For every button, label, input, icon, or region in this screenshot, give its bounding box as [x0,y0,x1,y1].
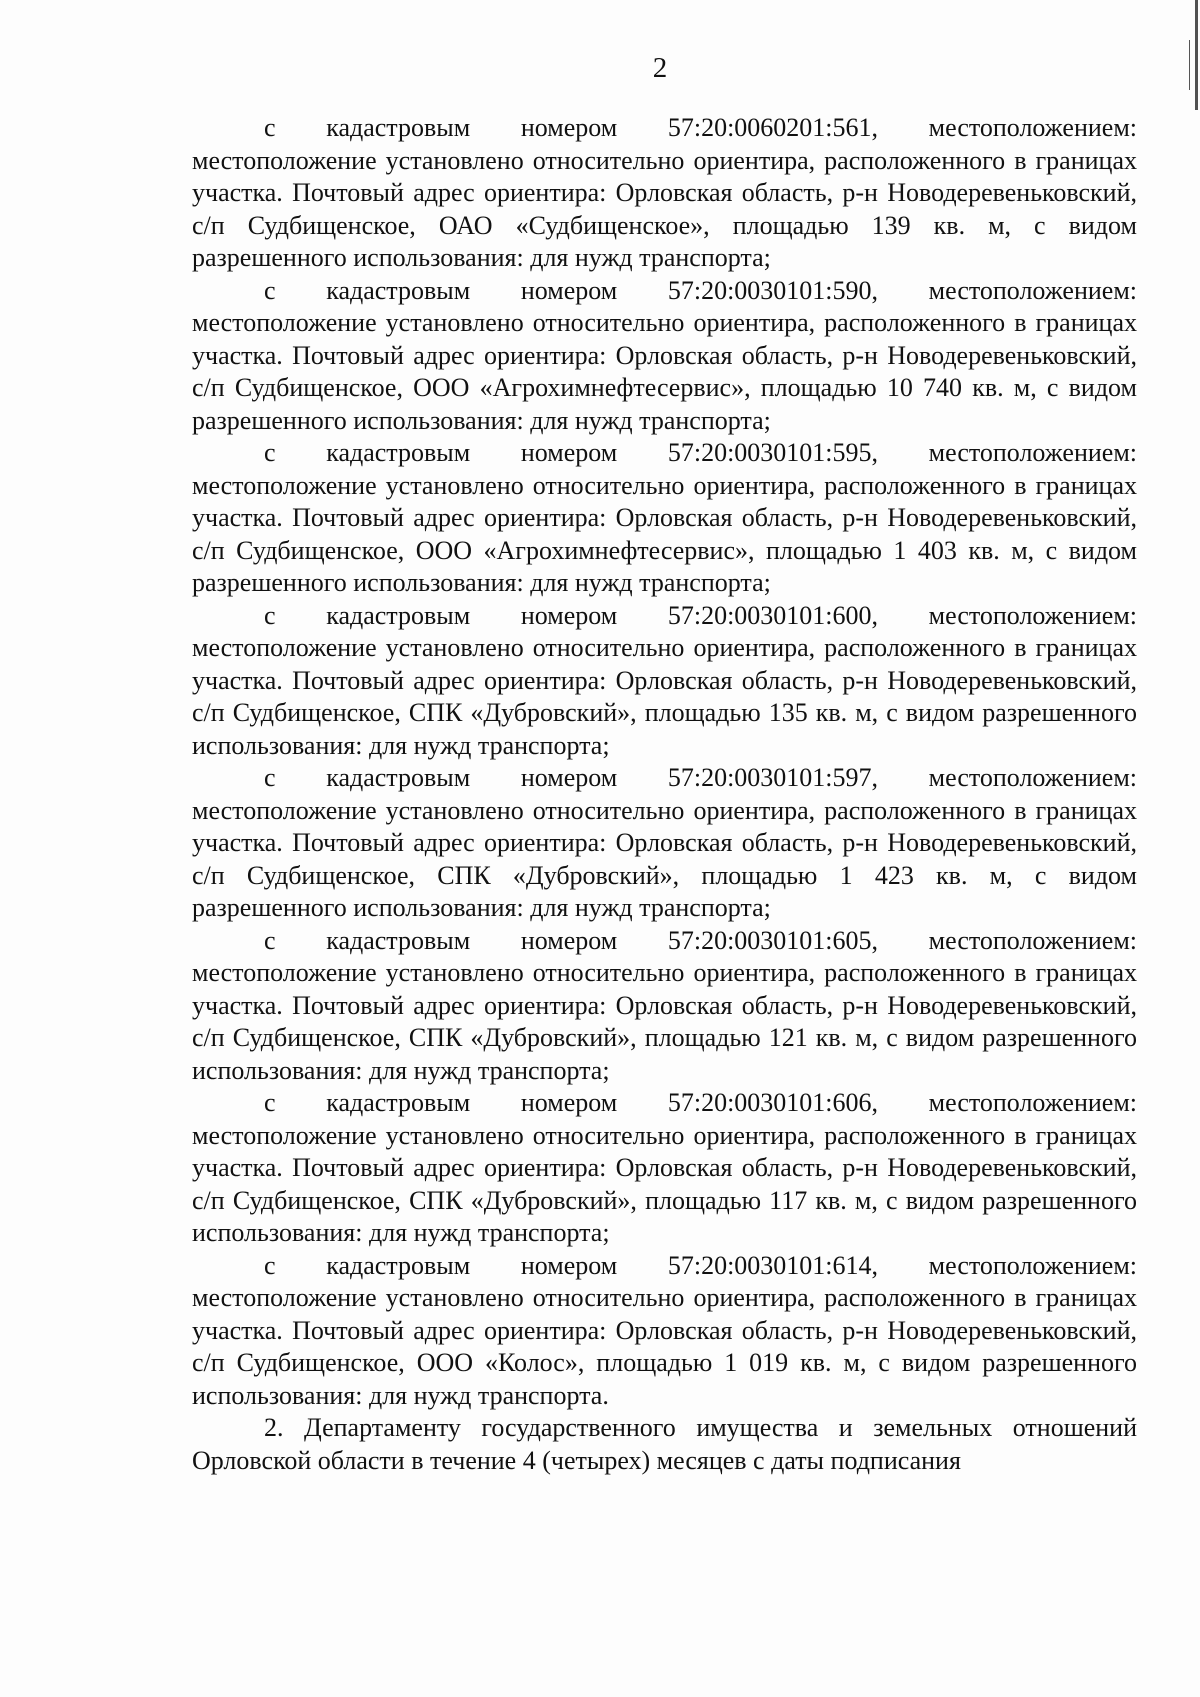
paragraph-parcel-561: с кадастровым номером 57:20:0060201:561, местоположением: местоположение установлено относительно ориентира, расположенного в границах участка. Почтовый адрес ориентира: Орловская область, р-н Новодеревеньковский, с/п Судбищенское, ОАО «Судбищенское», площадью 139 кв. м, с видом разрешенного использования: для нужд транспорта; [192,113,1137,272]
paragraph-parcel-597: с кадастровым номером 57:20:0030101:597, местоположением: местоположение установлено относительно ориентира, расположенного в границах участка. Почтовый адрес ориентира: Орловская область, р-н Новодеревеньковский, с/п Судбищенское, СПК «Дубровский», площадью 1 423 кв. м, с видом разрешенного использования: для нужд транспорта; [192,763,1137,922]
paragraph-parcel-595: с кадастровым номером 57:20:0030101:595, местоположением: местоположение установлено относительно ориентира, расположенного в границах участка. Почтовый адрес ориентира: Орловская область, р-н Новодеревеньковский, с/п Судбищенское, ООО «Агрохимнефтесервис», площадью 1 403 кв. м, с видом разрешенного использования: для нужд транспорта; [192,438,1137,597]
page-number: 2 [652,52,668,84]
paragraph-parcel-600: с кадастровым номером 57:20:0030101:600, местоположением: местоположение установлено относительно ориентира, расположенного в границах участка. Почтовый адрес ориентира: Орловская область, р-н Новодеревеньковский, с/п Судбищенское, СПК «Дубровский», площадью 135 кв. м, с видом разрешенного использования: для нужд транспорта; [192,600,1137,760]
paragraph-parcel-605: с кадастровым номером 57:20:0030101:605, местоположением: местоположение установлено относительно ориентира, расположенного в границах участка. Почтовый адрес ориентира: Орловская область, р-н Новодеревеньковский, с/п Судбищенское, СПК «Дубровский», площадью 121 кв. м, с видом разрешенного использования: для нужд транспорта; [192,925,1137,1085]
paragraph-parcel-606: с кадастровым номером 57:20:0030101:606, местоположением: местоположение установлено относительно ориентира, расположенного в границах участка. Почтовый адрес ориентира: Орловская область, р-н Новодеревеньковский, с/п Судбищенское, СПК «Дубровский», площадью 117 кв. м, с видом разрешенного использования: для нужд транспорта; [192,1088,1137,1247]
paragraph-parcel-590: с кадастровым номером 57:20:0030101:590, местоположением: местоположение установлено относительно ориентира, расположенного в границах участка. Почтовый адрес ориентира: Орловская область, р-н Новодеревеньковский, с/п Судбищенское, ООО «Агрохимнефтесервис», площадью 10 740 кв. м, с видом разрешенного использования: для нужд транспорта; [192,275,1137,435]
paragraph-parcel-614: с кадастровым номером 57:20:0030101:614, местоположением: местоположение установлено относительно ориентира, расположенного в границах участка. Почтовый адрес ориентира: Орловская область, р-н Новодеревеньковский, с/п Судбищенское, ООО «Колос», площадью 1 019 кв. м, с видом разрешенного использования: для нужд транспорта. [192,1250,1137,1410]
paragraph-item-2: 2. Департаменту государственного имущества и земельных отношений Орловской области в течение 4 (четырех) месяцев с даты подписания [192,1413,1137,1475]
document-body [192,112,1137,1477]
